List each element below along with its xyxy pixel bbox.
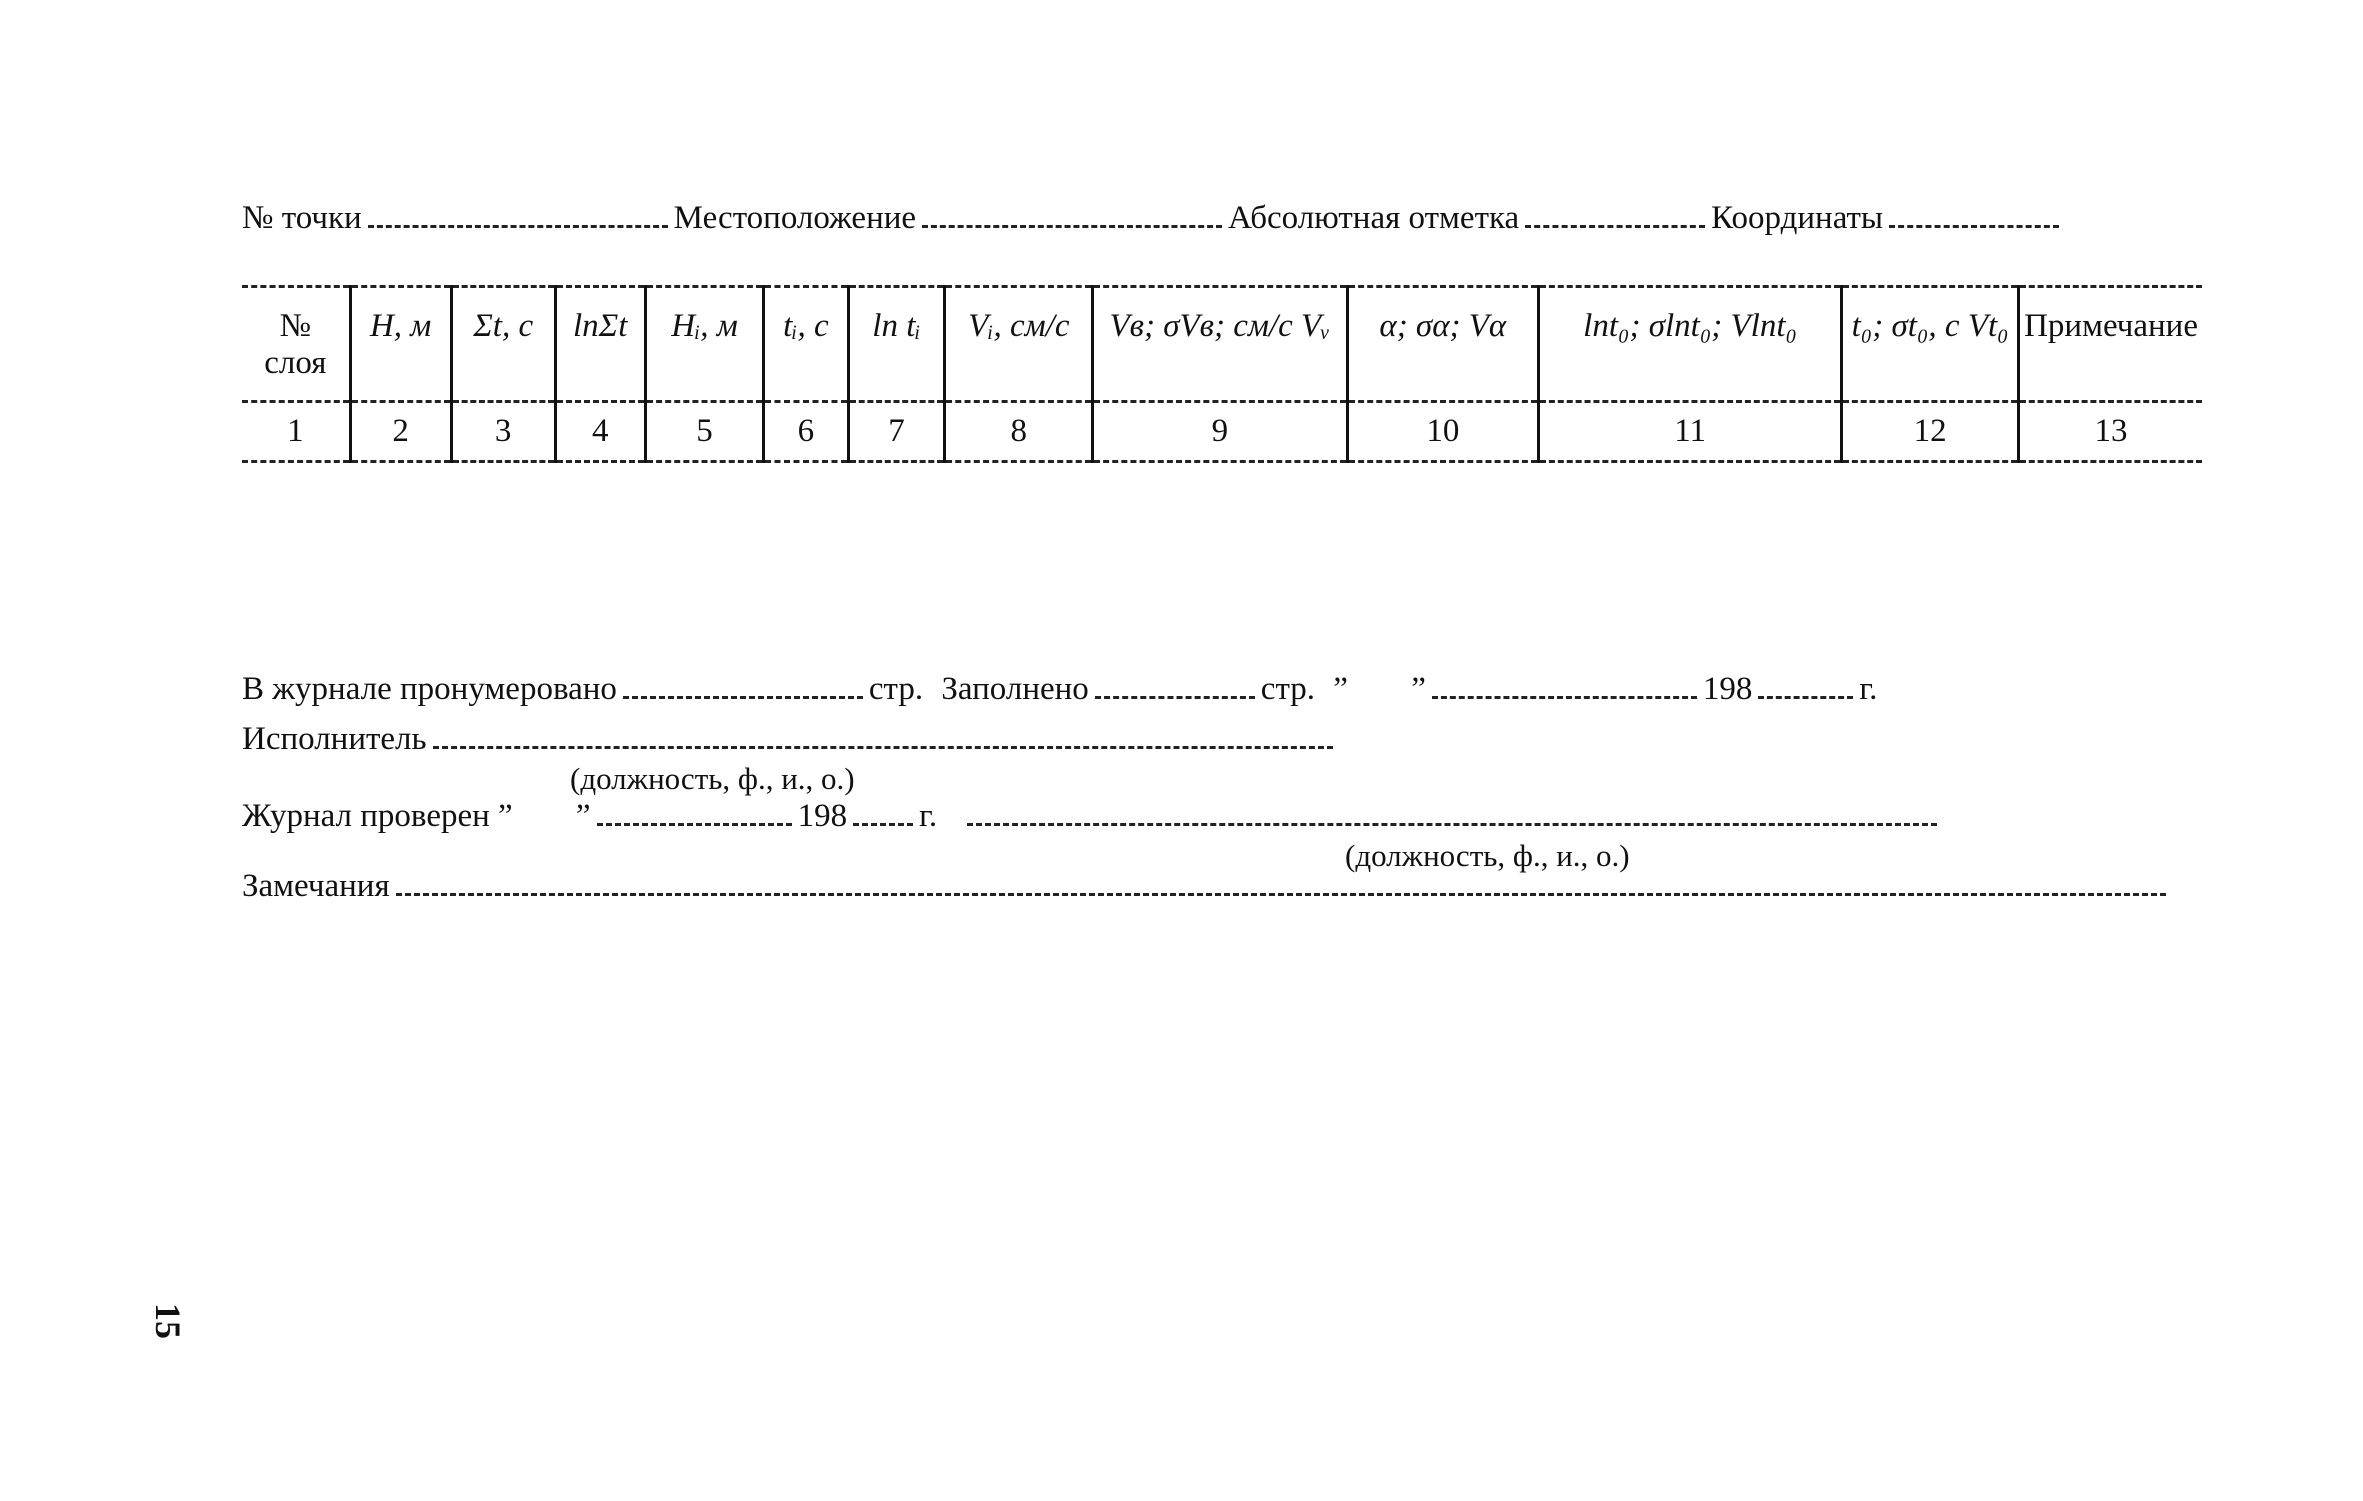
checked-year-suffix: г.	[919, 798, 938, 834]
filled-unit: стр.	[1260, 671, 1316, 707]
col-number: 3	[451, 402, 555, 462]
col-header: Vв; σVв; см/с Vᵥ	[1093, 287, 1348, 402]
year-suffix: г.	[1859, 671, 1878, 707]
executor-label: Исполнитель	[242, 721, 427, 757]
executor-note: (должность, ф., и., о.)	[570, 761, 855, 796]
col-header: Vᵢ, см/с	[945, 287, 1093, 402]
checked-line	[242, 800, 1943, 833]
remarks-line	[242, 870, 2172, 903]
col-header: ln tᵢ	[848, 287, 945, 402]
point-label: № точки	[242, 200, 362, 236]
filled-field[interactable]	[1095, 696, 1255, 699]
elevation-label: Абсолютная отметка	[1228, 200, 1520, 236]
checked-year-field[interactable]	[853, 823, 913, 826]
header-line	[242, 202, 2065, 235]
col-header: Σt, с	[451, 287, 555, 402]
col-header: Примечание	[2019, 287, 2202, 402]
filled-label: Заполнено	[941, 671, 1089, 707]
remarks-field[interactable]	[396, 893, 2166, 896]
location-field[interactable]	[922, 225, 1222, 228]
col-number: 12	[1842, 402, 2019, 462]
col-number: 13	[2019, 402, 2202, 462]
col-number: 7	[848, 402, 945, 462]
year-field[interactable]	[1758, 696, 1853, 699]
col-number: 2	[350, 402, 451, 462]
col-number: 9	[1093, 402, 1348, 462]
quote-open: ”	[1333, 671, 1348, 707]
checked-year-label: 198	[797, 798, 848, 834]
checker-note: (должность, ф., и., о.)	[1345, 838, 1630, 873]
col-number: 11	[1538, 402, 1841, 462]
point-field[interactable]	[368, 225, 668, 228]
col-header: Hᵢ, м	[645, 287, 764, 402]
col-header: H, м	[350, 287, 451, 402]
col-number: 4	[555, 402, 645, 462]
checked-date-field[interactable]	[597, 823, 792, 826]
col-number: 6	[764, 402, 848, 462]
table-number-row	[242, 402, 2202, 462]
checker-field[interactable]	[967, 823, 1937, 826]
checked-label: Журнал проверен ”	[242, 798, 513, 834]
col-header: lnt₀; σlnt₀; Vlnt₀	[1538, 287, 1841, 402]
checked-quote-close: ”	[575, 798, 591, 834]
table-header-row	[242, 287, 2202, 402]
journal-table	[242, 285, 2202, 463]
coordinates-field[interactable]	[1889, 225, 2059, 228]
year-label: 198	[1702, 671, 1753, 707]
pages-unit: стр.	[868, 671, 924, 707]
date-field[interactable]	[1432, 696, 1697, 699]
col-header: t₀; σt₀, с Vt₀	[1842, 287, 2019, 402]
col-header: tᵢ, с	[764, 287, 848, 402]
col-number: 8	[945, 402, 1093, 462]
col-header: α; σα; Vα	[1347, 287, 1538, 402]
col-number: 5	[645, 402, 764, 462]
page-number: 15	[148, 1303, 188, 1339]
elevation-field[interactable]	[1525, 225, 1705, 228]
executor-field[interactable]	[433, 746, 1333, 749]
pages-line	[242, 673, 1877, 706]
quote-close: ”	[1411, 671, 1426, 707]
remarks-label: Замечания	[242, 868, 390, 904]
executor-line	[242, 723, 1339, 756]
col-number: 1	[287, 413, 304, 449]
pages-numbered-field[interactable]	[623, 696, 863, 699]
coordinates-label: Координаты	[1711, 200, 1884, 236]
location-label: Местоположение	[673, 200, 917, 236]
pages-numbered-label: В журнале пронумеровано	[242, 671, 617, 707]
col-header: lnΣt	[555, 287, 645, 402]
col-number: 10	[1347, 402, 1538, 462]
col-header: № слоя	[264, 308, 327, 381]
